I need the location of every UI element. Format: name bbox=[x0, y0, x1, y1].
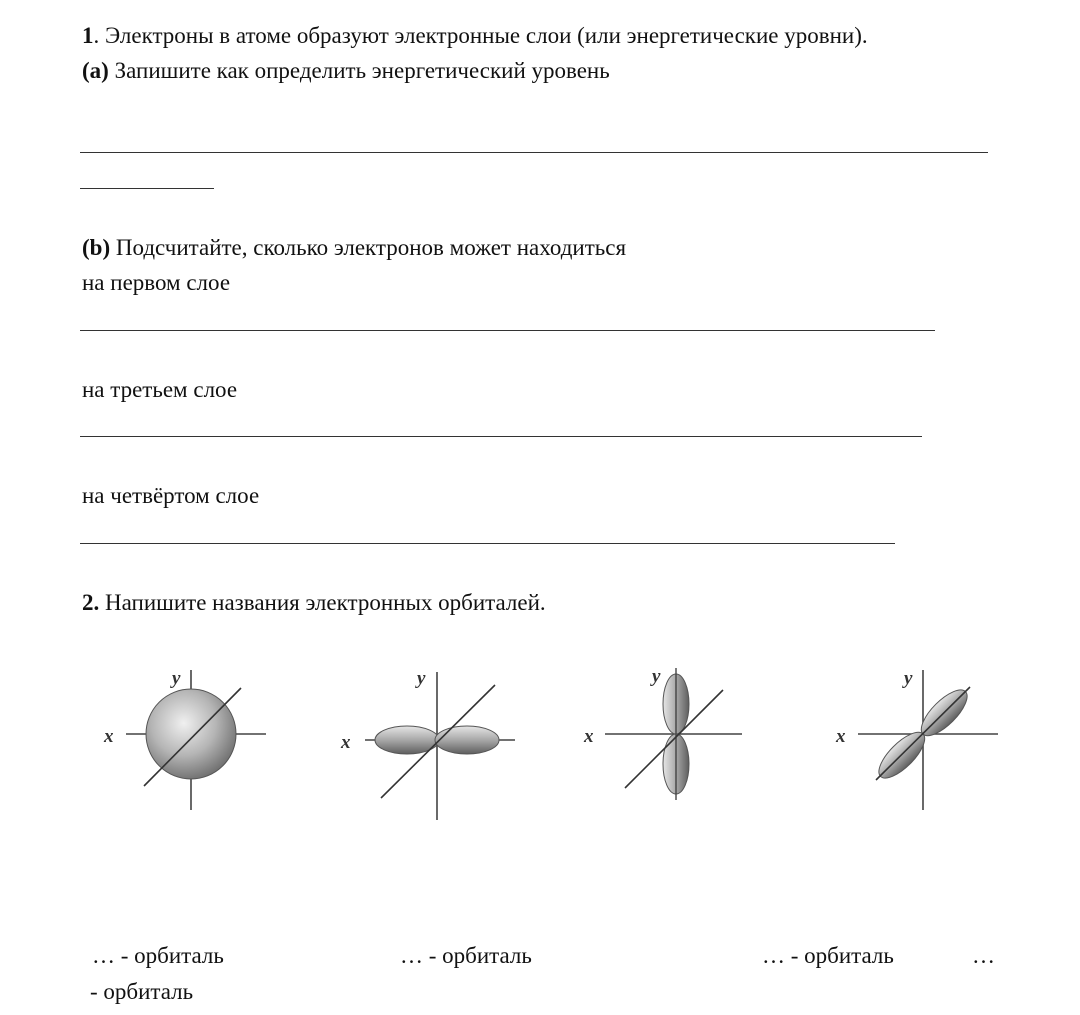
p-lobe-right bbox=[435, 726, 499, 754]
layer-label-third: на третьем слое bbox=[82, 377, 238, 402]
task1a-text: Запишите как определить энергетический уровень bbox=[108, 58, 610, 83]
task2-heading bbox=[82, 589, 546, 617]
task1a-label: (a) bbox=[82, 58, 109, 83]
px-orbital-figure bbox=[335, 660, 525, 825]
orbital-caption-4-wrap: - орбиталь bbox=[90, 979, 194, 1004]
task1-statement: . Электроны в атоме образуют электронные слои (или энергетические уровни). bbox=[93, 23, 868, 48]
orbital-caption-3: … - орбиталь bbox=[762, 943, 894, 968]
answer-line-1a[interactable] bbox=[80, 152, 988, 153]
task1-heading bbox=[82, 22, 868, 50]
y-axis-label: y bbox=[652, 666, 661, 687]
y-axis-label: y bbox=[417, 668, 426, 689]
layer-label-fourth: на четвёртом слое bbox=[82, 483, 260, 508]
layer-label-first: на первом слое bbox=[82, 270, 231, 295]
pz-orbital-figure bbox=[830, 660, 1010, 810]
s-orbital-sphere bbox=[146, 689, 236, 779]
x-axis-label: x bbox=[836, 726, 846, 747]
answer-line-first-layer[interactable] bbox=[80, 330, 935, 331]
answer-line-third-layer[interactable] bbox=[80, 436, 922, 437]
task2-text: Напишите названия электронных орбиталей. bbox=[99, 590, 546, 615]
x-axis-label: x bbox=[584, 726, 594, 747]
x-axis-label: x bbox=[341, 732, 351, 753]
task1b-label: (b) bbox=[82, 235, 111, 260]
orbital-caption-4-ellipsis: … bbox=[972, 943, 995, 968]
orbital-caption-2: … - орбиталь bbox=[400, 943, 532, 968]
x-axis-label: x bbox=[104, 726, 114, 747]
task1a-question bbox=[82, 57, 610, 85]
task1-number: 1 bbox=[82, 23, 94, 48]
task1b-text: Подсчитайте, сколько электронов может находиться bbox=[110, 235, 627, 260]
task2-number: 2. bbox=[82, 590, 100, 615]
y-axis-label: y bbox=[904, 668, 913, 689]
answer-line-1a-continued[interactable] bbox=[80, 188, 214, 189]
task1b-question bbox=[82, 234, 626, 262]
answer-line-fourth-layer[interactable] bbox=[80, 543, 895, 544]
y-axis-label: y bbox=[172, 668, 181, 689]
orbital-caption-1: … - орбиталь bbox=[92, 943, 224, 968]
py-orbital-figure bbox=[580, 660, 760, 810]
s-orbital-figure bbox=[98, 660, 278, 810]
